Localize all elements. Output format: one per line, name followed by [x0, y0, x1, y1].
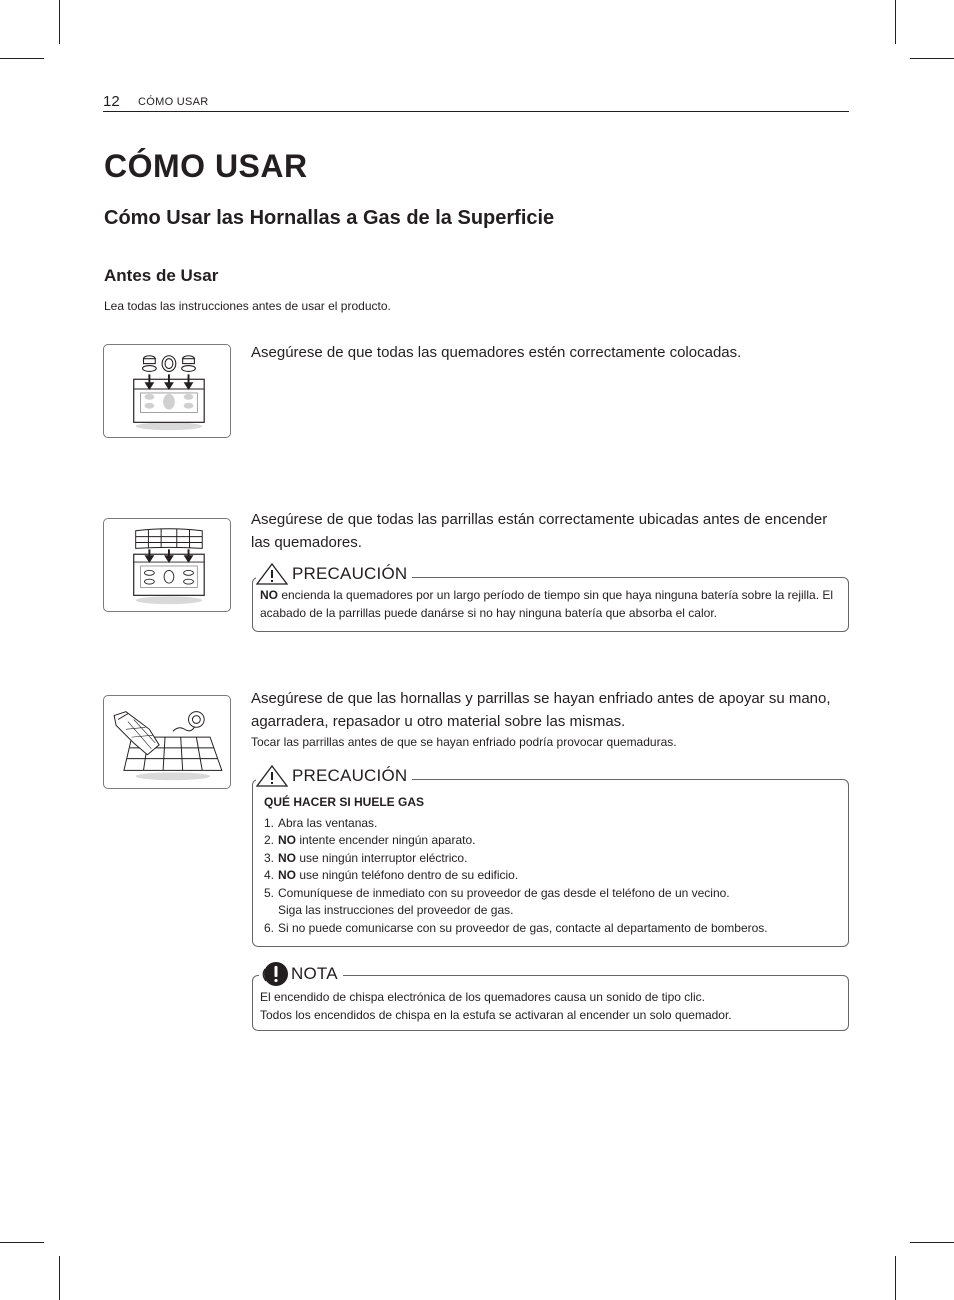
gas-caution-item	[264, 920, 844, 938]
emphasis-no: NO	[260, 588, 278, 602]
caution-header	[256, 563, 412, 585]
emphasis-no: NO	[278, 868, 296, 882]
gas-caution-item	[264, 867, 844, 885]
burner-placement-icon	[104, 345, 230, 437]
list-text: Abra las ventanas.	[278, 815, 378, 830]
gas-caution-content	[264, 794, 844, 937]
list-text: Si no puede comunicarse con su proveedor de gas, contacte al departamento de bomberos.	[278, 920, 768, 935]
step-3-note: Tocar las parrillas antes de que se hayan enfriado podría provocar quemaduras.	[251, 735, 677, 749]
caution-message: encienda la quemadores por un largo período de tiempo sin que haya ninguna batería sobre la rejilla. El acabado de la parrillas puede danárse si no hay ninguna batería que absorba el calor.	[260, 588, 834, 620]
gas-caution-header	[256, 765, 412, 787]
list-number: 4.	[264, 868, 275, 882]
list-number: 6.	[264, 920, 275, 935]
gas-caution-item	[264, 832, 844, 850]
emphasis-no: NO	[278, 850, 296, 865]
page-number: 12	[103, 93, 120, 110]
intro-text: Lea todas las instrucciones antes de usar el producto.	[104, 299, 391, 313]
grate-placement-illustration	[103, 518, 231, 612]
crop-mark	[895, 0, 896, 44]
list-continuation: Siga las instrucciones del proveedor de gas.	[278, 903, 514, 917]
list-text: Comuníquese de inmediato con su proveedor de gas desde el teléfono de un vecino.	[278, 885, 730, 900]
list-number: 1.	[264, 815, 275, 830]
crop-mark	[910, 1242, 954, 1243]
caution-text	[260, 587, 840, 622]
list-text: intente encender ningún aparato.	[296, 833, 476, 847]
gas-caution-item	[264, 850, 844, 868]
crop-mark	[59, 0, 60, 44]
note-line: El encendido de chispa electrónica de los quemadores causa un sonido de tipo clic.	[260, 990, 705, 1004]
list-number: 2.	[264, 833, 275, 847]
gas-caution-item	[264, 885, 844, 920]
note-header	[259, 961, 343, 987]
note-label: NOTA	[291, 964, 338, 983]
gas-caution-list	[264, 815, 844, 938]
gas-caution-heading: QUÉ HACER SI HUELE GAS	[264, 795, 425, 809]
header-rule	[103, 111, 849, 112]
burner-placement-illustration	[103, 344, 231, 438]
gas-caution-item	[264, 815, 844, 833]
crop-mark	[910, 58, 954, 59]
section-title: Cómo Usar las Hornallas a Gas de la Superficie	[104, 207, 555, 229]
list-text: use ningún teléfono dentro de su edificio.	[296, 868, 519, 882]
step-2-text: Asegúrese de que todas las parrillas están correctamente ubicadas antes de encender las quemadores.	[251, 511, 828, 551]
warning-triangle-icon	[256, 765, 288, 787]
caution-label: PRECAUCIÓN	[292, 564, 408, 583]
list-number: 3.	[264, 850, 275, 865]
step-3-text: Asegúrese de que las hornallas y parrillas se hayan enfriado antes de apoyar su mano, agarradera, repasador u otro material sobre las mismas.	[251, 690, 831, 730]
note-exclamation-icon	[259, 961, 289, 987]
emphasis-no: NO	[278, 833, 296, 847]
crop-mark	[895, 1256, 896, 1300]
list-number: 5.	[264, 885, 275, 900]
warning-triangle-icon	[256, 563, 288, 585]
crop-mark	[59, 1256, 60, 1300]
subsection-title: Antes de Usar	[104, 266, 219, 285]
note-line: Todos los encendidos de chispa en la estufa se activaran al encender un solo quemador.	[260, 1007, 732, 1022]
crop-mark	[0, 1242, 44, 1243]
grate-placement-icon	[104, 519, 230, 611]
hot-grate-glove-illustration	[103, 695, 231, 789]
page-title: CÓMO USAR	[104, 148, 308, 184]
hot-grate-glove-icon	[104, 696, 230, 788]
crop-mark	[0, 58, 44, 59]
step-1-text: Asegúrese de que todas las quemadores estén correctamente colocadas.	[251, 344, 742, 361]
list-text: use ningún interruptor eléctrico.	[296, 850, 468, 865]
running-head: CÓMO USAR	[138, 96, 209, 108]
note-content	[260, 989, 840, 1024]
caution-label: PRECAUCIÓN	[292, 766, 408, 785]
